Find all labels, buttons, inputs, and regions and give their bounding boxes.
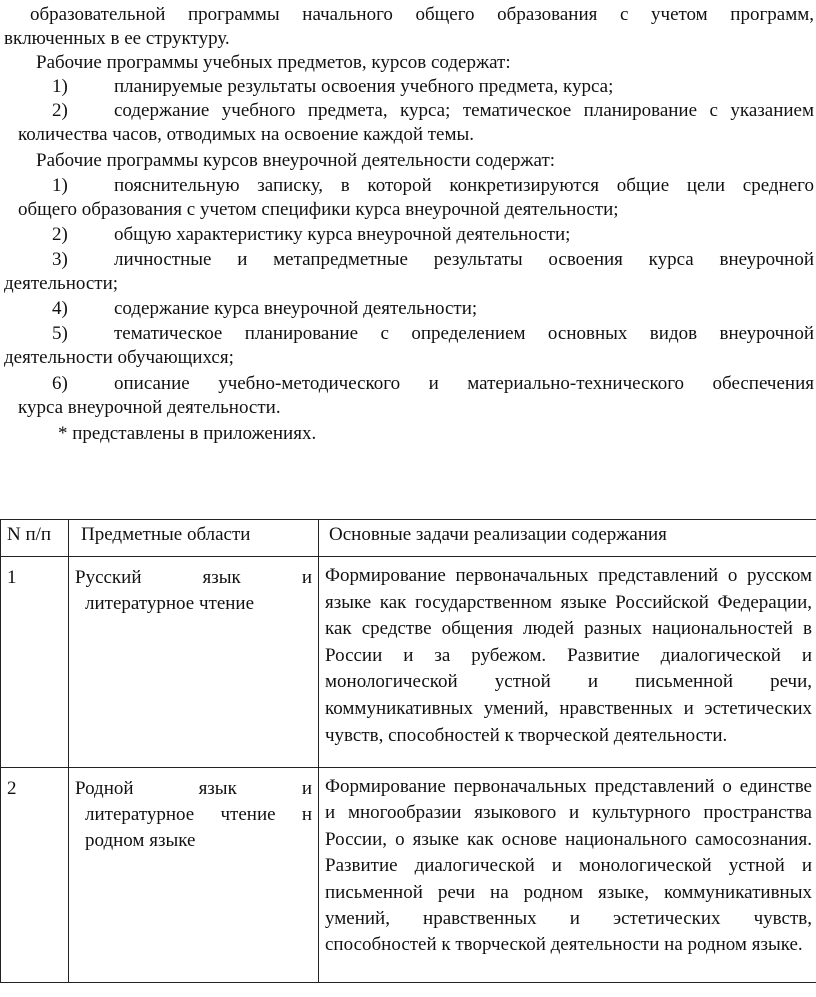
subject-area-word: Родной [75, 778, 134, 799]
footnote: * представлены в приложениях. [58, 423, 317, 444]
row-number: 1 [1, 557, 69, 768]
table-row [1, 557, 816, 768]
task-description: Формирование первоначальных представлений о русском языке как государственном языке Российской Федерации, как средстве общения людей разных национальностей в России и за рубежом. Развитие диалогической и монологической устной и письменной речи, коммуникативных умений, нравственных и эстетических чувств, способностей к творческой деятельности. [319, 557, 816, 768]
list-item-text: содержание учебного предмета, курса; тематическое планирование с указанием [114, 100, 814, 121]
list-item-continuation: деятельности; [4, 273, 119, 294]
table-header-row [1, 520, 816, 557]
header-number: N п/п [1, 520, 69, 557]
list-item-text: тематическое планирование с определением основных видов внеурочной [114, 323, 814, 344]
subject-areas-table [0, 519, 816, 983]
list-item-continuation: общего образования с учетом специфики курса внеурочной деятельности; [18, 199, 619, 220]
header-tasks: Основные задачи реализации содержания [319, 520, 816, 557]
table-row [1, 768, 816, 983]
subject-area-line [75, 802, 312, 828]
subject-area-line: родном языке [85, 830, 196, 851]
list-item-continuation: количества часов, отводимых на освоение каждой темы. [18, 124, 475, 145]
header-subject-areas: Предметные области [69, 520, 319, 557]
list-number: 1) [52, 76, 68, 97]
list-item-continuation: курса внеурочной деятельности. [18, 397, 281, 418]
subject-area-line [75, 776, 312, 802]
subject-area-cell [69, 557, 319, 768]
list-number: 3) [52, 249, 68, 270]
list-item-text: общую характеристику курса внеурочной деятельности; [114, 224, 571, 245]
list-item-text: содержание курса внеурочной деятельности; [114, 298, 478, 319]
subject-area-cell [69, 768, 319, 983]
subject-area-word: и [301, 567, 312, 588]
subject-area-line [75, 565, 312, 591]
list-number: 6) [52, 373, 68, 394]
subject-area-word: язык [202, 567, 241, 588]
subject-area-word: язык [198, 778, 237, 799]
subject-area-word: н [301, 804, 312, 825]
paragraph-line: образовательной программы начального общего образования с учетом программ, [30, 4, 814, 25]
task-description: Формирование первоначальных представлений о единстве и многообразии языкового и культурного пространства России, о языке как основе национального самосознания. Развитие диалогической и монологической устной и письменной речи на родном языке, коммуникативных умений, нравственных и эстетических чувств, способностей к творческой деятельности на родном языке. [319, 768, 816, 983]
list-item-text: планируемые результаты освоения учебного предмета, курса; [114, 76, 614, 97]
subject-area-line: литературное чтение [85, 593, 255, 614]
list-number: 2) [52, 100, 68, 121]
list-item-continuation: деятельности обучающихся; [4, 347, 234, 368]
subject-area-word: чтение [220, 804, 276, 825]
paragraph-heading: Рабочие программы курсов внеурочной деятельности содержат: [36, 150, 556, 171]
list-number: 2) [52, 224, 68, 245]
list-item-text: пояснительную записку, в которой конкретизируются общие цели среднего [114, 175, 814, 196]
subject-area-word: и [301, 778, 312, 799]
subject-area-word: Русский [75, 567, 142, 588]
list-number: 1) [52, 175, 68, 196]
paragraph-heading: Рабочие программы учебных предметов, курсов содержат: [36, 52, 511, 73]
list-number: 5) [52, 323, 68, 344]
list-number: 4) [52, 298, 68, 319]
row-number: 2 [1, 768, 69, 983]
paragraph-line: включенных в ее структуру. [4, 28, 230, 49]
list-item-text: личностные и метапредметные результаты освоения курса внеурочной [114, 249, 814, 270]
list-item-text: описание учебно-методического и материально-технического обеспечения [114, 373, 814, 394]
subject-area-word: литературное [85, 804, 195, 825]
